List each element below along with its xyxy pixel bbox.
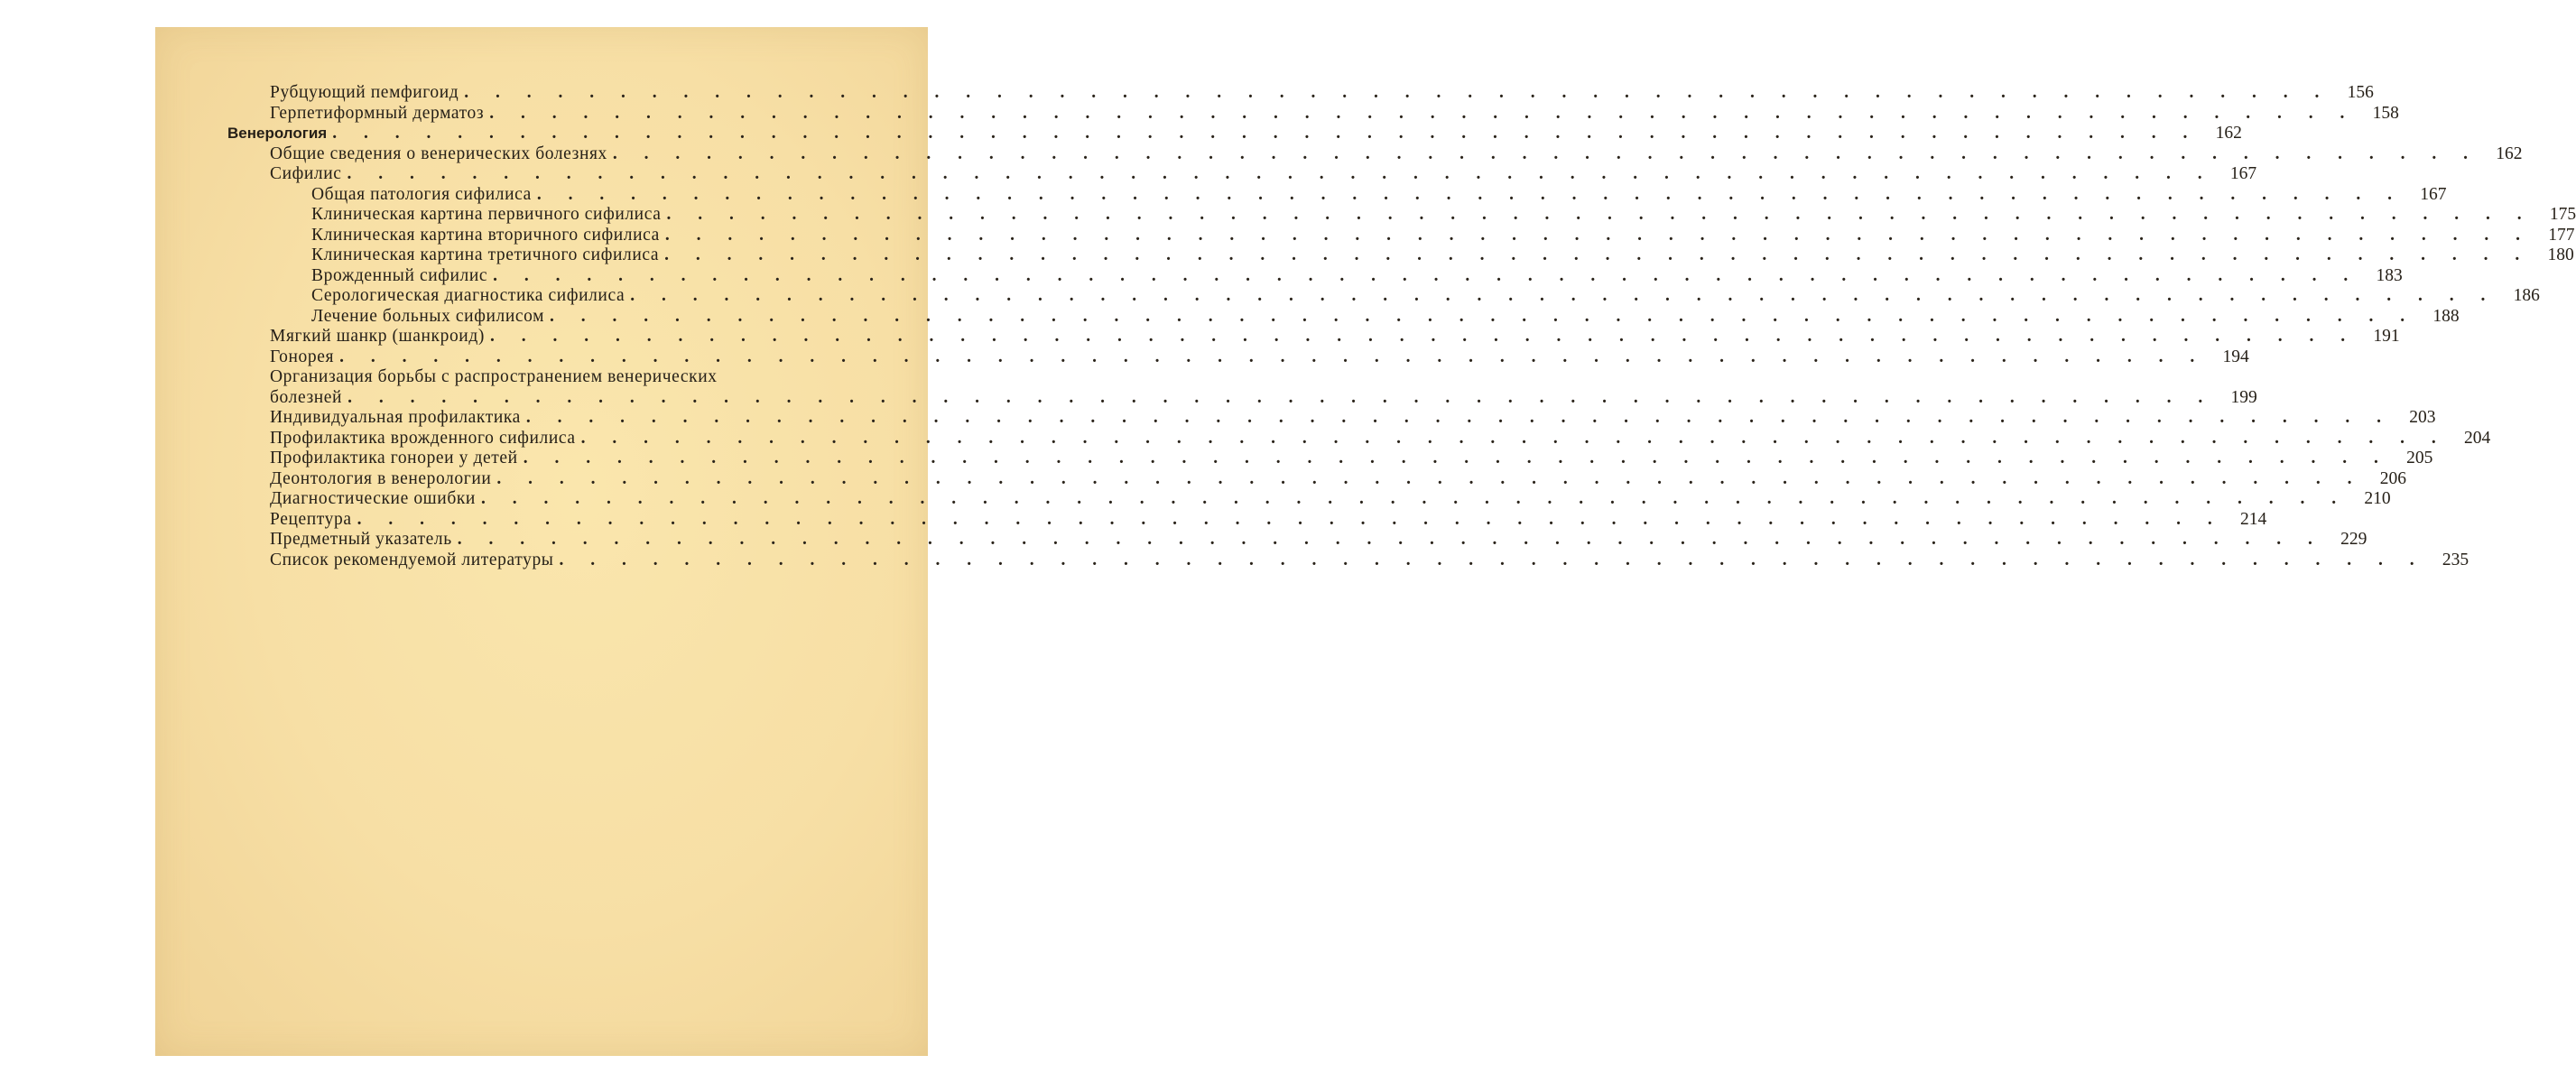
toc-page-number: 199 <box>2230 387 2257 407</box>
toc-entry <box>227 124 2242 144</box>
dot-leader: . . . . . . . . . . . . . . . . . . . . . . . . . . . . . . . . . . . . . . . . . . . . . . . . . . . . . . . . . . . . <box>525 408 2393 427</box>
toc-entry-title: Организация борьбы с распространением венерических <box>270 367 718 386</box>
toc-page-number: 229 <box>2340 530 2368 549</box>
toc-entry <box>227 449 2433 469</box>
toc-page-number: 167 <box>2420 184 2447 204</box>
toc-entry-title: Индивидуальная профилактика <box>270 408 521 427</box>
dot-leader: . . . . . . . . . . . . . . . . . . . . . . . . . . . . . . . . . . . . . . . . . . . . . . . . . . . . . . . . . . . . <box>493 265 2359 285</box>
dot-leader: . . . . . . . . . . . . . . . . . . . . . . . . . . . . . . . . . . . . . . . . . . . . . . . . . . . . . . . . . . . . <box>580 428 2448 448</box>
toc-page-number: 175 <box>2549 205 2576 224</box>
toc-page-number: 167 <box>2229 164 2257 183</box>
toc-entry <box>227 550 2469 571</box>
toc-entry-title: Общая патология сифилиса <box>311 184 532 204</box>
toc-page-number: 186 <box>2513 286 2540 305</box>
toc-page-number: 183 <box>2376 265 2403 285</box>
toc-entry-title: Клиническая картина третичного сифилиса <box>311 245 660 264</box>
toc-page-number: 162 <box>2496 143 2523 163</box>
toc-entry-title: Диагностические ошибки <box>270 489 476 508</box>
toc-entry <box>227 205 2576 226</box>
dot-leader: . . . . . . . . . . . . . . . . . . . . . . . . . . . . . . . . . . . . . . . . . . . . . . . . . . . . . . . . . . . . <box>457 530 2324 549</box>
toc-entry-title: Серологическая диагностика сифилиса <box>311 286 625 305</box>
toc-entry-title: Мягкий шанкр (шанкроид) <box>270 327 485 346</box>
toc-entry-title: Герпетиформный дерматоз <box>270 103 485 123</box>
dot-leader: . . . . . . . . . . . . . . . . . . . . . . . . . . . . . . . . . . . . . . . . . . . . . . . . . . . . . . . . . . . . <box>489 327 2357 346</box>
dot-leader: . . . . . . . . . . . . . . . . . . . . . . . . . . . . . . . . . . . . . . . . . . . . . . . . . . . . . . . . . . . . <box>496 468 2364 488</box>
toc-page-number: 191 <box>2373 327 2400 346</box>
toc-entry-title: Клиническая картина вторичного сифилиса <box>311 225 660 245</box>
dot-leader: . . . . . . . . . . . . . . . . . . . . . . . . . . . . . . . . . . . . . . . . . . . . . . . . . . . . . . . . . . . . <box>664 245 2531 264</box>
toc-entry-title: Врожденный сифилис <box>311 265 488 285</box>
toc-entry-title: Рубцующий пемфигоид <box>270 83 459 102</box>
toc-entry-title: Лечение больных сифилисом <box>311 306 545 326</box>
toc-entry-title: Гонорея <box>270 347 335 366</box>
toc-page-number: 156 <box>2347 83 2374 102</box>
toc-entry <box>227 387 2257 409</box>
toc-page-number: 206 <box>2379 468 2407 488</box>
dot-leader: . . . . . . . . . . . . . . . . . . . . . . . . . . . . . . . . . . . . . . . . . . . . . . . . . . . . . . . . . . . . <box>357 509 2224 529</box>
toc-entry <box>227 408 2436 429</box>
toc-page-number: 214 <box>2239 509 2267 529</box>
dot-leader: . . . . . . . . . . . . . . . . . . . . . . . . . . . . . . . . . . . . . . . . . . . . . . . . . . . . . . . . . . . . <box>666 205 2534 224</box>
toc-page-number: 235 <box>2442 550 2469 569</box>
toc-page-number: 162 <box>2215 124 2242 143</box>
dot-leader: . . . . . . . . . . . . . . . . . . . . . . . . . . . . . . . . . . . . . . . . . . . . . . . . . . . . . . . . . . . . <box>550 306 2416 326</box>
toc-entry <box>227 184 2447 206</box>
table-of-contents <box>227 83 2576 570</box>
dot-leader: . . . . . . . . . . . . . . . . . . . . . . . . . . . . . . . . . . . . . . . . . . . . . . . . . . . . . . . . . . . . <box>612 143 2479 163</box>
toc-entry <box>227 265 2403 287</box>
toc-entry-title: Венерология <box>227 125 328 142</box>
toc-entry-title: Сифилис <box>270 164 342 183</box>
toc-entry <box>227 143 2523 165</box>
dot-leader: . . . . . . . . . . . . . . . . . . . . . . . . . . . . . . . . . . . . . . . . . . . . . . . . . . . . . . . . . . . . <box>536 184 2404 204</box>
dot-leader: . . . . . . . . . . . . . . . . . . . . . . . . . . . . . . . . . . . . . . . . . . . . . . . . . . . . . . . . . . . . <box>347 387 2214 407</box>
toc-page-number: 210 <box>2364 489 2391 508</box>
toc-entry <box>227 225 2575 246</box>
dot-leader: . . . . . . . . . . . . . . . . . . . . . . . . . . . . . . . . . . . . . . . . . . . . . . . . . . . . . . . . . . . . <box>339 347 2206 366</box>
toc-page-number: 158 <box>2372 103 2399 123</box>
toc-entry <box>227 489 2391 510</box>
dot-leader: . . . . . . . . . . . . . . . . . . . . . . . . . . . . . . . . . . . . . . . . . . . . . . . . . . . . . . . . . . . . <box>464 83 2330 102</box>
toc-entry <box>227 103 2399 125</box>
toc-entry <box>227 367 877 388</box>
book-page <box>155 27 2576 1056</box>
dot-leader: . . . . . . . . . . . . . . . . . . . . . . . . . . . . . . . . . . . . . . . . . . . . . . . . . . . . . . . . . . . . <box>664 225 2532 245</box>
toc-entry <box>227 428 2491 449</box>
toc-entry-title: Предметный указатель <box>270 530 452 549</box>
toc-entry <box>227 164 2257 185</box>
toc-entry <box>227 245 2574 266</box>
toc-page-number: 203 <box>2409 408 2436 427</box>
dot-leader: . . . . . . . . . . . . . . . . . . . . . . . . . . . . . . . . . . . . . . . . . . . . . . . . . . . . . . . . . . . . <box>559 550 2426 569</box>
toc-entry <box>227 286 2540 307</box>
toc-entry-title: Клиническая картина первичного сифилиса <box>311 205 662 224</box>
toc-page-number: 204 <box>2464 428 2491 448</box>
toc-page-number: 177 <box>2548 225 2575 245</box>
toc-entry <box>227 468 2407 490</box>
toc-entry <box>227 306 2460 328</box>
toc-page-number: 194 <box>2222 347 2249 366</box>
toc-page-number: 180 <box>2547 245 2574 264</box>
toc-entry-title: Профилактика врожденного сифилиса <box>270 428 576 448</box>
dot-leader: . . . . . . . . . . . . . . . . . . . . . . . . . . . . . . . . . . . . . . . . . . . . . . . . . . . . . . . . . . . . <box>489 103 2356 123</box>
toc-entry <box>227 509 2267 531</box>
toc-entry-title: Общие сведения о венерических болезнях <box>270 143 607 163</box>
toc-entry-title: болезней <box>270 387 343 407</box>
dot-leader: . . . . . . . . . . . . . . . . . . . . . . . . . . . . . . . . . . . . . . . . . . . . . . . . . . . . . . . . . . . . <box>332 124 2199 143</box>
dot-leader: . . . . . . . . . . . . . . . . . . . . . . . . . . . . . . . . . . . . . . . . . . . . . . . . . . . . . . . . . . . . <box>523 449 2390 467</box>
toc-page-number: 188 <box>2432 306 2460 326</box>
toc-entry-title: Деонтология в венерологии <box>270 468 492 488</box>
toc-entry <box>227 530 2368 551</box>
toc-page-number: 205 <box>2406 449 2433 467</box>
toc-entry-title: Профилактика гонореи у детей <box>270 449 518 467</box>
toc-entry-title: Список рекомендуемой литературы <box>270 550 554 569</box>
toc-entry <box>227 83 2374 104</box>
toc-entry <box>227 327 2400 347</box>
dot-leader: . . . . . . . . . . . . . . . . . . . . . . . . . . . . . . . . . . . . . . . . . . . . . . . . . . . . . . . . . . . . <box>630 286 2497 305</box>
toc-entry <box>227 347 2249 368</box>
dot-leader: . . . . . . . . . . . . . . . . . . . . . . . . . . . . . . . . . . . . . . . . . . . . . . . . . . . . . . . . . . . . <box>347 164 2214 183</box>
toc-entry-title: Рецептура <box>270 509 352 529</box>
dot-leader: . . . . . . . . . . . . . . . . . . . . . . . . . . . . . . . . . . . . . . . . . . . . . . . . . . . . . . . . . . . . <box>480 489 2348 508</box>
